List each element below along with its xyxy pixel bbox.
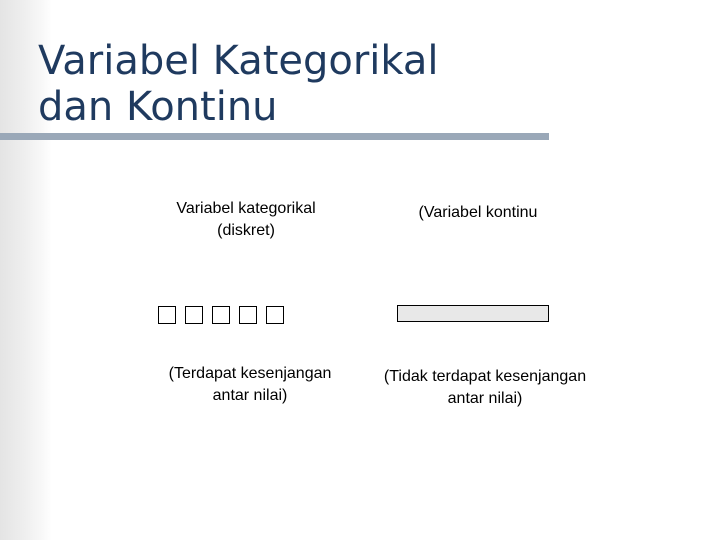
discrete-boxes (158, 306, 284, 324)
slide-title-line2: dan Kontinu (38, 84, 278, 130)
title-underline (0, 133, 549, 140)
slide-title (38, 38, 598, 130)
categorical-heading-line1: Variabel kategorikal (176, 200, 316, 217)
categorical-heading-line2: (diskret) (217, 222, 275, 239)
continuous-note-line1: (Tidak terdapat kesenjangan (383, 368, 587, 385)
continuous-bar (397, 305, 549, 322)
categorical-note-line2: antar nilai) (212, 387, 288, 404)
categorical-note-line1: (Terdapat kesenjangan (168, 365, 332, 382)
discrete-box (239, 306, 257, 324)
discrete-box (266, 306, 284, 324)
categorical-heading (141, 198, 351, 242)
discrete-box (185, 306, 203, 324)
discrete-box (212, 306, 230, 324)
slide-title-line1: Variabel Kategorikal (38, 38, 439, 84)
continuous-note (362, 366, 608, 410)
categorical-note (140, 363, 360, 407)
continuous-note-line2: antar nilai) (447, 390, 523, 407)
discrete-box (158, 306, 176, 324)
continuous-heading (398, 202, 558, 224)
continuous-heading-line1: (Variabel kontinu (418, 204, 538, 221)
